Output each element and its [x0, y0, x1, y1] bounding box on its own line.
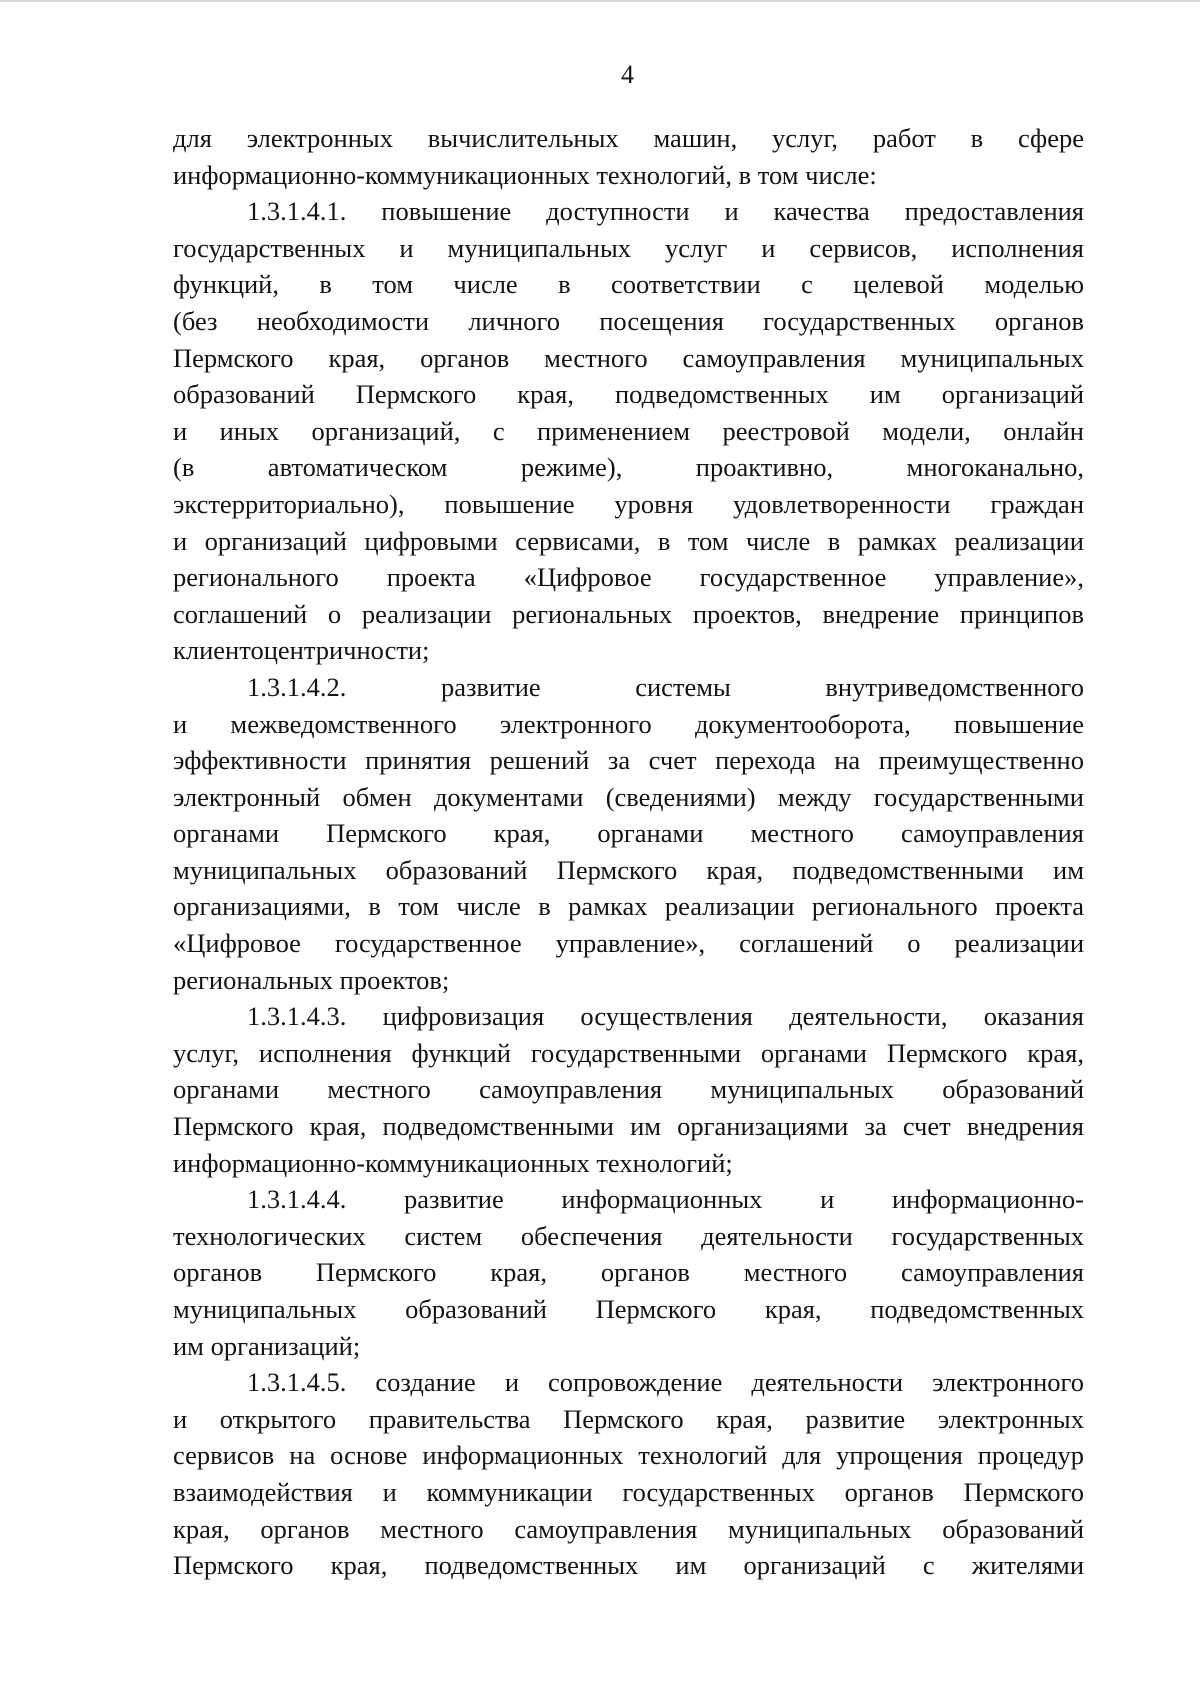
text-line: регионального проекта «Цифровое государственное управление»,: [173, 562, 1084, 593]
text-line: эффективности принятия решений за счет перехода на преимущественно: [173, 745, 1084, 776]
text-line: муниципальных образований Пермского края, подведомственными им: [173, 854, 1084, 885]
document-body: [173, 120, 1084, 1584]
text-line: государственных и муниципальных услуг и сервисов, исполнения: [173, 232, 1084, 263]
text-line: соглашений о реализации региональных проектов, внедрение принципов: [173, 598, 1084, 629]
paragraph-1-3-1-4-2-first-line: 1.3.1.4.2. развитие системы внутриведомственного: [247, 671, 1084, 702]
text-line: образований Пермского края, подведомственных им организаций: [173, 379, 1084, 410]
text-line: организациями, в том числе в рамках реализации регионального проекта: [173, 891, 1084, 922]
paragraph-1-3-1-4-3-first-line: 1.3.1.4.3. цифровизация осуществления деятельности, оказания: [247, 1001, 1084, 1032]
text-line: клиентоцентричности;: [173, 635, 430, 666]
text-line: функций, в том числе в соответствии с целевой моделью: [173, 269, 1084, 300]
text-line: и межведомственного электронного документооборота, повышение: [173, 708, 1084, 739]
text-line: и организаций цифровыми сервисами, в том числе в рамках реализации: [173, 525, 1084, 556]
text-line: «Цифровое государственное управление», соглашений о реализации: [173, 928, 1084, 959]
text-line: края, органов местного самоуправления муниципальных образований: [173, 1513, 1084, 1544]
text-line: информационно-коммуникационных технологий, в том числе:: [173, 159, 877, 190]
text-line: услуг, исполнения функций государственными органами Пермского края,: [173, 1037, 1084, 1068]
text-line: электронный обмен документами (сведениями) между государственными: [173, 781, 1084, 812]
text-line: (без необходимости личного посещения государственных органов: [173, 305, 1084, 336]
text-line: муниципальных образований Пермского края, подведомственных: [173, 1294, 1084, 1324]
text-line: для электронных вычислительных машин, услуг, работ в сфере: [173, 123, 1084, 153]
page-top-edge: [0, 0, 1200, 2]
text-line: технологических систем обеспечения деятельности государственных: [173, 1220, 1084, 1251]
paragraph-1-3-1-4-5-first-line: 1.3.1.4.5. создание и сопровождение деятельности электронного: [247, 1367, 1084, 1398]
text-line: им организаций;: [173, 1330, 361, 1361]
text-line: и открытого правительства Пермского края, развитие электронных: [173, 1403, 1084, 1434]
text-line: взаимодействия и коммуникации государственных органов Пермского: [173, 1476, 1084, 1507]
text-line: органов Пермского края, органов местного самоуправления: [173, 1257, 1084, 1288]
text-line: Пермского края, подведомственными им организациями за счет внедрения: [173, 1111, 1084, 1142]
text-line: органами Пермского края, органами местного самоуправления: [173, 818, 1084, 849]
text-line: региональных проектов;: [173, 964, 450, 995]
page-number: 4: [621, 60, 634, 89]
text-line: органами местного самоуправления муниципальных образований: [173, 1074, 1084, 1105]
text-line: Пермского края, подведомственных им организаций с жителями: [173, 1550, 1084, 1581]
text-line: (в автоматическом режиме), проактивно, многоканально,: [173, 452, 1084, 483]
text-line: и иных организаций, с применением реестровой модели, онлайн: [173, 415, 1084, 446]
paragraph-1-3-1-4-4-first-line: 1.3.1.4.4. развитие информационных и информационно-: [247, 1184, 1084, 1215]
paragraph-1-3-1-4-1-first-line: 1.3.1.4.1. повышение доступности и качества предоставления: [247, 196, 1084, 227]
text-line: Пермского края, органов местного самоуправления муниципальных: [173, 342, 1084, 373]
text-line: информационно-коммуникационных технологий;: [173, 1147, 733, 1178]
text-line: сервисов на основе информационных технологий для упрощения процедур: [173, 1440, 1084, 1471]
text-line: экстерриториально), повышение уровня удовлетворенности граждан: [173, 488, 1084, 519]
